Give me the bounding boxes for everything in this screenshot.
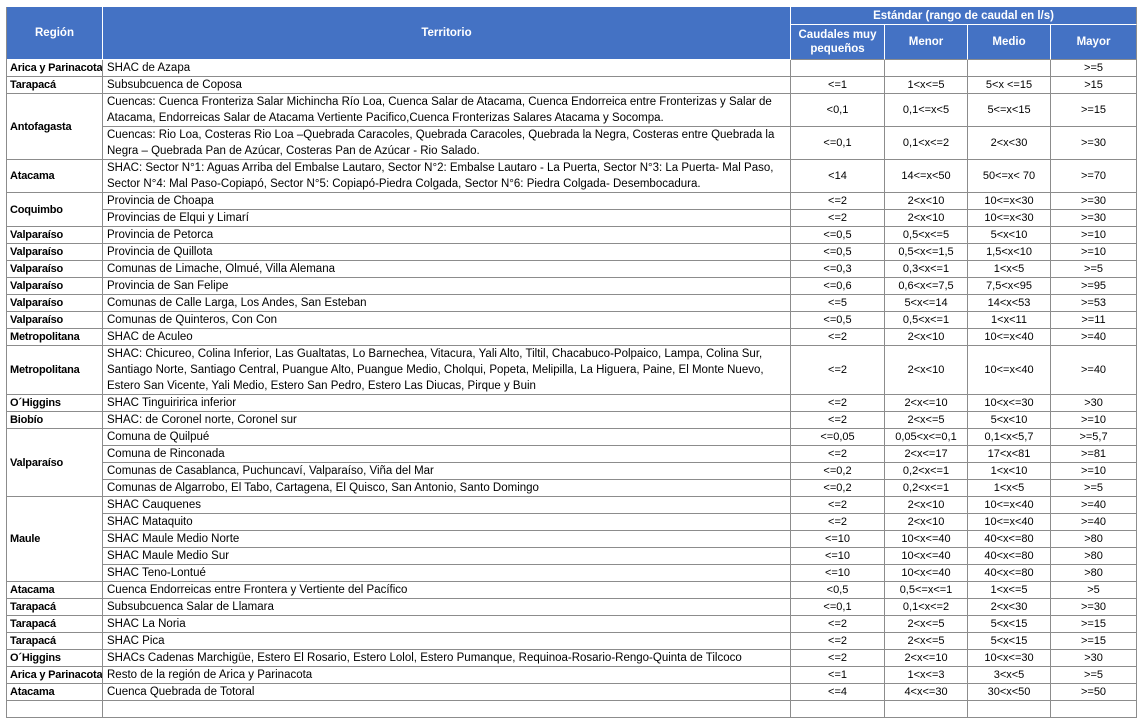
table-header	[7, 7, 1137, 60]
value-cell-mayor: >=15	[1051, 94, 1137, 127]
value-cell-medio: 5<=x<15	[968, 94, 1051, 127]
region-cell: Metropolitana	[7, 346, 103, 395]
value-cell-mayor: >80	[1051, 531, 1137, 548]
value-cell-menor: 0,1<x<=2	[885, 127, 968, 160]
value-cell-medio: 5<x<10	[968, 412, 1051, 429]
value-cell-medio: 1<x<10	[968, 463, 1051, 480]
value-cell-mayor: >=15	[1051, 633, 1137, 650]
header-estandar-group: Estándar (rango de caudal en l/s)	[791, 7, 1137, 25]
table-row	[7, 346, 1137, 395]
region-cell: Valparaíso	[7, 227, 103, 244]
value-cell-medio: 10<=x<30	[968, 210, 1051, 227]
value-cell-mayor: >=95	[1051, 278, 1137, 295]
territorio-cell: SHACs Cadenas Marchigüe, Estero El Rosario, Estero Lolol, Estero Pumanque, Requinoa-Rosario-Rengo-Quinta de Tilcoco	[103, 650, 791, 667]
value-cell-mayor: >=10	[1051, 244, 1137, 261]
value-cell-mayor: >=50	[1051, 684, 1137, 701]
value-cell-caudales-muy-pequenos: <14	[791, 160, 885, 193]
value-cell-mayor: >=30	[1051, 193, 1137, 210]
territorio-cell: SHAC: Chicureo, Colina Inferior, Las Gualtatas, Lo Barnechea, Vitacura, Yali Alto, Tiltil, Chacabuco-Polpaico, Lampa, Colina Sur, Santiago Norte, Santiago Central, Puangue Alto, Puangue Medio, Cholqui, Popeta, Melipilla, La Higuera, Paine, El Monte Nuevo, Estero San Vicente, Yali Medio, Estero San Pedro, Estero Las Diucas, Pirque y Buin	[103, 346, 791, 395]
value-cell-medio: 0,1<x<5,7	[968, 429, 1051, 446]
table-row	[7, 94, 1137, 127]
territorio-cell: Provincia de Petorca	[103, 227, 791, 244]
value-cell-medio: 40<x<=80	[968, 531, 1051, 548]
value-cell-medio: 5<x <=15	[968, 77, 1051, 94]
value-cell-medio: 10<=x<40	[968, 329, 1051, 346]
value-cell-mayor: >=11	[1051, 312, 1137, 329]
value-cell-mayor: >=10	[1051, 412, 1137, 429]
value-cell-medio: 1<x<5	[968, 261, 1051, 278]
value-cell-menor: 2<x<10	[885, 329, 968, 346]
table-row	[7, 548, 1137, 565]
territorio-cell: SHAC Maule Medio Norte	[103, 531, 791, 548]
region-cell: O´Higgins	[7, 395, 103, 412]
value-cell-caudales-muy-pequenos: <=0,05	[791, 429, 885, 446]
territorio-cell: Provincias de Elqui y Limarí	[103, 210, 791, 227]
territorio-cell: SHAC de Azapa	[103, 60, 791, 77]
table-row	[7, 701, 1137, 718]
region-cell: Tarapacá	[7, 599, 103, 616]
value-cell-caudales-muy-pequenos: <=0,1	[791, 599, 885, 616]
value-cell-caudales-muy-pequenos: <=0,2	[791, 463, 885, 480]
table-row	[7, 565, 1137, 582]
value-cell-menor	[885, 701, 968, 718]
value-cell-menor	[885, 60, 968, 77]
table-row	[7, 295, 1137, 312]
value-cell-medio: 1<x<=5	[968, 582, 1051, 599]
region-cell: Tarapacá	[7, 77, 103, 94]
value-cell-caudales-muy-pequenos: <=2	[791, 616, 885, 633]
value-cell-medio: 5<x<15	[968, 616, 1051, 633]
region-cell: Coquimbo	[7, 193, 103, 227]
value-cell-menor: 5<x<=14	[885, 295, 968, 312]
territorio-cell: Cuencas: Rio Loa, Costeras Rio Loa –Quebrada Caracoles, Quebrada Caracoles, Quebrada la Negra, Costeras entre Quebrada la Negra – Quebrada Pan de Azúcar, Costeras Pan de Azúcar - Rio Salado.	[103, 127, 791, 160]
value-cell-medio: 1<x<11	[968, 312, 1051, 329]
value-cell-medio: 10<x<=30	[968, 650, 1051, 667]
value-cell-mayor: >=40	[1051, 514, 1137, 531]
value-cell-medio: 10<=x<30	[968, 193, 1051, 210]
value-cell-caudales-muy-pequenos: <=0,6	[791, 278, 885, 295]
value-cell-mayor	[1051, 701, 1137, 718]
value-cell-medio: 10<x<=30	[968, 395, 1051, 412]
region-cell: Valparaíso	[7, 312, 103, 329]
value-cell-menor: 0,5<x<=1	[885, 312, 968, 329]
value-cell-menor: 2<x<=5	[885, 616, 968, 633]
value-cell-menor: 2<x<10	[885, 346, 968, 395]
value-cell-caudales-muy-pequenos: <=2	[791, 412, 885, 429]
value-cell-medio: 10<=x<40	[968, 346, 1051, 395]
value-cell-caudales-muy-pequenos: <=2	[791, 633, 885, 650]
value-cell-menor: 0,1<=x<5	[885, 94, 968, 127]
value-cell-mayor: >=30	[1051, 210, 1137, 227]
table-row	[7, 514, 1137, 531]
value-cell-mayor: >=53	[1051, 295, 1137, 312]
table-row	[7, 312, 1137, 329]
value-cell-mayor: >=5	[1051, 60, 1137, 77]
value-cell-menor: 0,5<x<=1,5	[885, 244, 968, 261]
value-cell-medio	[968, 60, 1051, 77]
value-cell-menor: 2<x<10	[885, 514, 968, 531]
territorio-cell: SHAC Pica	[103, 633, 791, 650]
table-row	[7, 160, 1137, 193]
region-cell: Maule	[7, 497, 103, 582]
value-cell-medio: 10<=x<40	[968, 497, 1051, 514]
value-cell-caudales-muy-pequenos: <=1	[791, 667, 885, 684]
value-cell-caudales-muy-pequenos: <=2	[791, 329, 885, 346]
value-cell-mayor: >=5	[1051, 261, 1137, 278]
value-cell-medio: 40<x<=80	[968, 548, 1051, 565]
value-cell-menor: 2<x<=10	[885, 650, 968, 667]
value-cell-medio: 5<x<15	[968, 633, 1051, 650]
territorio-cell: Subsubcuenca Salar de Llamara	[103, 599, 791, 616]
region-cell	[7, 701, 103, 718]
table-row	[7, 60, 1137, 77]
table-row	[7, 127, 1137, 160]
header-territorio: Territorio	[103, 7, 791, 60]
value-cell-mayor: >80	[1051, 548, 1137, 565]
value-cell-mayor: >=40	[1051, 346, 1137, 395]
header-mayor: Mayor	[1051, 25, 1137, 60]
table-row	[7, 395, 1137, 412]
territorio-cell: Cuencas: Cuenca Fronteriza Salar Michincha Río Loa, Cuenca Salar de Atacama, Cuenca Endorreica entre Fronterizas y Salar de Atacama, Endorreicas Salar de Atacama Vertiente Pacifico,Cuenca Fronterizas Salares Atacama y Socompa.	[103, 94, 791, 127]
value-cell-menor: 0,3<x<=1	[885, 261, 968, 278]
value-cell-menor: 2<x<=10	[885, 395, 968, 412]
territorio-cell	[103, 701, 791, 718]
value-cell-mayor: >5	[1051, 582, 1137, 599]
territorio-cell: Provincia de San Felipe	[103, 278, 791, 295]
territorio-cell: Subsubcuenca de Coposa	[103, 77, 791, 94]
value-cell-medio: 7,5<x<95	[968, 278, 1051, 295]
value-cell-mayor: >30	[1051, 395, 1137, 412]
value-cell-menor: 2<x<10	[885, 193, 968, 210]
value-cell-mayor: >=10	[1051, 463, 1137, 480]
region-cell: Atacama	[7, 160, 103, 193]
value-cell-menor: 0,1<x<=2	[885, 599, 968, 616]
territorio-cell: SHAC Mataquito	[103, 514, 791, 531]
table-row	[7, 278, 1137, 295]
table-row	[7, 446, 1137, 463]
region-cell: Atacama	[7, 582, 103, 599]
value-cell-menor: 10<x<=40	[885, 565, 968, 582]
territorio-cell: Comunas de Limache, Olmué, Villa Alemana	[103, 261, 791, 278]
value-cell-medio: 3<x<5	[968, 667, 1051, 684]
value-cell-caudales-muy-pequenos: <=0,5	[791, 227, 885, 244]
value-cell-mayor: >=10	[1051, 227, 1137, 244]
value-cell-mayor: >=5	[1051, 667, 1137, 684]
value-cell-medio: 5<x<10	[968, 227, 1051, 244]
table-row	[7, 633, 1137, 650]
table-row	[7, 599, 1137, 616]
header-region: Región	[7, 7, 103, 60]
value-cell-mayor: >=5,7	[1051, 429, 1137, 446]
value-cell-medio: 2<x<30	[968, 127, 1051, 160]
value-cell-caudales-muy-pequenos	[791, 60, 885, 77]
table-row	[7, 412, 1137, 429]
territorio-cell: SHAC Tinguiririca inferior	[103, 395, 791, 412]
value-cell-medio: 10<=x<40	[968, 514, 1051, 531]
value-cell-menor: 2<x<10	[885, 497, 968, 514]
value-cell-medio: 2<x<30	[968, 599, 1051, 616]
region-cell: Antofagasta	[7, 94, 103, 160]
value-cell-menor: 14<=x<50	[885, 160, 968, 193]
value-cell-menor: 0,2<x<=1	[885, 480, 968, 497]
table-row	[7, 650, 1137, 667]
value-cell-medio: 50<=x< 70	[968, 160, 1051, 193]
value-cell-caudales-muy-pequenos: <=0,1	[791, 127, 885, 160]
value-cell-mayor: >=15	[1051, 616, 1137, 633]
value-cell-medio: 30<x<50	[968, 684, 1051, 701]
territorio-cell: Comunas de Quinteros, Con Con	[103, 312, 791, 329]
region-cell: Valparaíso	[7, 295, 103, 312]
table-row	[7, 480, 1137, 497]
territorio-cell: SHAC Teno-Lontué	[103, 565, 791, 582]
value-cell-mayor: >30	[1051, 650, 1137, 667]
territorio-cell: Comuna de Quilpué	[103, 429, 791, 446]
value-cell-mayor: >=30	[1051, 127, 1137, 160]
region-cell: Valparaíso	[7, 244, 103, 261]
value-cell-caudales-muy-pequenos: <=0,5	[791, 312, 885, 329]
value-cell-caudales-muy-pequenos: <=10	[791, 565, 885, 582]
territorio-cell: SHAC de Aculeo	[103, 329, 791, 346]
region-cell: Biobío	[7, 412, 103, 429]
value-cell-menor: 1<x<=3	[885, 667, 968, 684]
value-cell-mayor: >=70	[1051, 160, 1137, 193]
value-cell-mayor: >=40	[1051, 497, 1137, 514]
value-cell-menor: 10<x<=40	[885, 548, 968, 565]
region-cell: Metropolitana	[7, 329, 103, 346]
value-cell-medio: 1,5<x<10	[968, 244, 1051, 261]
value-cell-medio: 40<x<=80	[968, 565, 1051, 582]
value-cell-caudales-muy-pequenos: <=2	[791, 650, 885, 667]
value-cell-medio: 1<x<5	[968, 480, 1051, 497]
territorio-cell: Comunas de Algarrobo, El Tabo, Cartagena, El Quisco, San Antonio, Santo Domingo	[103, 480, 791, 497]
caudal-standards-table	[6, 7, 1137, 718]
value-cell-mayor: >=40	[1051, 329, 1137, 346]
region-cell: Arica y Parinacota	[7, 667, 103, 684]
territorio-cell: Comuna de Rinconada	[103, 446, 791, 463]
territorio-cell: Cuenca Endorreicas entre Frontera y Vertiente del Pacífico	[103, 582, 791, 599]
table-row	[7, 227, 1137, 244]
value-cell-caudales-muy-pequenos: <=2	[791, 514, 885, 531]
value-cell-caudales-muy-pequenos: <=2	[791, 346, 885, 395]
value-cell-mayor: >80	[1051, 565, 1137, 582]
table-row	[7, 429, 1137, 446]
table-row	[7, 463, 1137, 480]
territorio-cell: Provincia de Quillota	[103, 244, 791, 261]
territorio-cell: SHAC: de Coronel norte, Coronel sur	[103, 412, 791, 429]
value-cell-caudales-muy-pequenos: <=1	[791, 77, 885, 94]
value-cell-menor: 0,5<x<=5	[885, 227, 968, 244]
value-cell-caudales-muy-pequenos: <0,1	[791, 94, 885, 127]
table-row	[7, 684, 1137, 701]
table-row	[7, 329, 1137, 346]
value-cell-caudales-muy-pequenos: <=2	[791, 193, 885, 210]
territorio-cell: SHAC Cauquenes	[103, 497, 791, 514]
value-cell-caudales-muy-pequenos: <=2	[791, 446, 885, 463]
territorio-cell: Resto de la región de Arica y Parinacota	[103, 667, 791, 684]
value-cell-menor: 0,2<x<=1	[885, 463, 968, 480]
value-cell-mayor: >=5	[1051, 480, 1137, 497]
value-cell-menor: 0,5<=x<=1	[885, 582, 968, 599]
value-cell-medio	[968, 701, 1051, 718]
region-cell: Tarapacá	[7, 616, 103, 633]
value-cell-caudales-muy-pequenos: <=5	[791, 295, 885, 312]
region-cell: Tarapacá	[7, 633, 103, 650]
value-cell-caudales-muy-pequenos: <=10	[791, 548, 885, 565]
value-cell-caudales-muy-pequenos: <=0,3	[791, 261, 885, 278]
value-cell-mayor: >=30	[1051, 599, 1137, 616]
territorio-cell: Provincia de Choapa	[103, 193, 791, 210]
table-row	[7, 261, 1137, 278]
header-menor: Menor	[885, 25, 968, 60]
territorio-cell: Comunas de Casablanca, Puchuncaví, Valparaíso, Viña del Mar	[103, 463, 791, 480]
territorio-cell: SHAC La Noria	[103, 616, 791, 633]
territorio-cell: Comunas de Calle Larga, Los Andes, San Esteban	[103, 295, 791, 312]
header-caudales-muy-pequenos: Caudales muy pequeños	[791, 25, 885, 60]
territorio-cell: SHAC: Sector N°1: Aguas Arriba del Embalse Lautaro, Sector N°2: Embalse Lautaro - La Puerta, Sector N°3: La Puerta- Mal Paso, Sector N°4: Mal Paso-Copiapó, Sector N°5: Copiapó-Piedra Colgada, Sector N°6: Piedra Colgada- Desembocadura.	[103, 160, 791, 193]
value-cell-caudales-muy-pequenos: <=10	[791, 531, 885, 548]
region-cell: Valparaíso	[7, 278, 103, 295]
region-cell: Valparaíso	[7, 261, 103, 278]
value-cell-menor: 2<x<=17	[885, 446, 968, 463]
table-row	[7, 531, 1137, 548]
value-cell-menor: 1<x<=5	[885, 77, 968, 94]
table-row	[7, 77, 1137, 94]
region-cell: Valparaíso	[7, 429, 103, 497]
table-row	[7, 616, 1137, 633]
value-cell-menor: 0,05<x<=0,1	[885, 429, 968, 446]
value-cell-menor: 2<x<=5	[885, 633, 968, 650]
table-row	[7, 582, 1137, 599]
region-cell: O´Higgins	[7, 650, 103, 667]
territorio-cell: SHAC Maule Medio Sur	[103, 548, 791, 565]
table-row	[7, 210, 1137, 227]
value-cell-caudales-muy-pequenos	[791, 701, 885, 718]
value-cell-mayor: >=81	[1051, 446, 1137, 463]
table-row	[7, 667, 1137, 684]
value-cell-medio: 14<x<53	[968, 295, 1051, 312]
table-row	[7, 193, 1137, 210]
value-cell-caudales-muy-pequenos: <=2	[791, 395, 885, 412]
territorio-cell: Cuenca Quebrada de Totoral	[103, 684, 791, 701]
value-cell-mayor: >15	[1051, 77, 1137, 94]
table-row	[7, 497, 1137, 514]
value-cell-menor: 2<x<10	[885, 210, 968, 227]
value-cell-caudales-muy-pequenos: <0,5	[791, 582, 885, 599]
value-cell-caudales-muy-pequenos: <=0,2	[791, 480, 885, 497]
region-cell: Atacama	[7, 684, 103, 701]
value-cell-menor: 4<x<=30	[885, 684, 968, 701]
table-body	[7, 60, 1137, 718]
header-medio: Medio	[968, 25, 1051, 60]
value-cell-menor: 0,6<x<=7,5	[885, 278, 968, 295]
value-cell-caudales-muy-pequenos: <=2	[791, 210, 885, 227]
value-cell-medio: 17<x<81	[968, 446, 1051, 463]
value-cell-menor: 2<x<=5	[885, 412, 968, 429]
value-cell-caudales-muy-pequenos: <=4	[791, 684, 885, 701]
value-cell-caudales-muy-pequenos: <=0,5	[791, 244, 885, 261]
value-cell-caudales-muy-pequenos: <=2	[791, 497, 885, 514]
table-row	[7, 244, 1137, 261]
value-cell-menor: 10<x<=40	[885, 531, 968, 548]
region-cell: Arica y Parinacota	[7, 60, 103, 77]
